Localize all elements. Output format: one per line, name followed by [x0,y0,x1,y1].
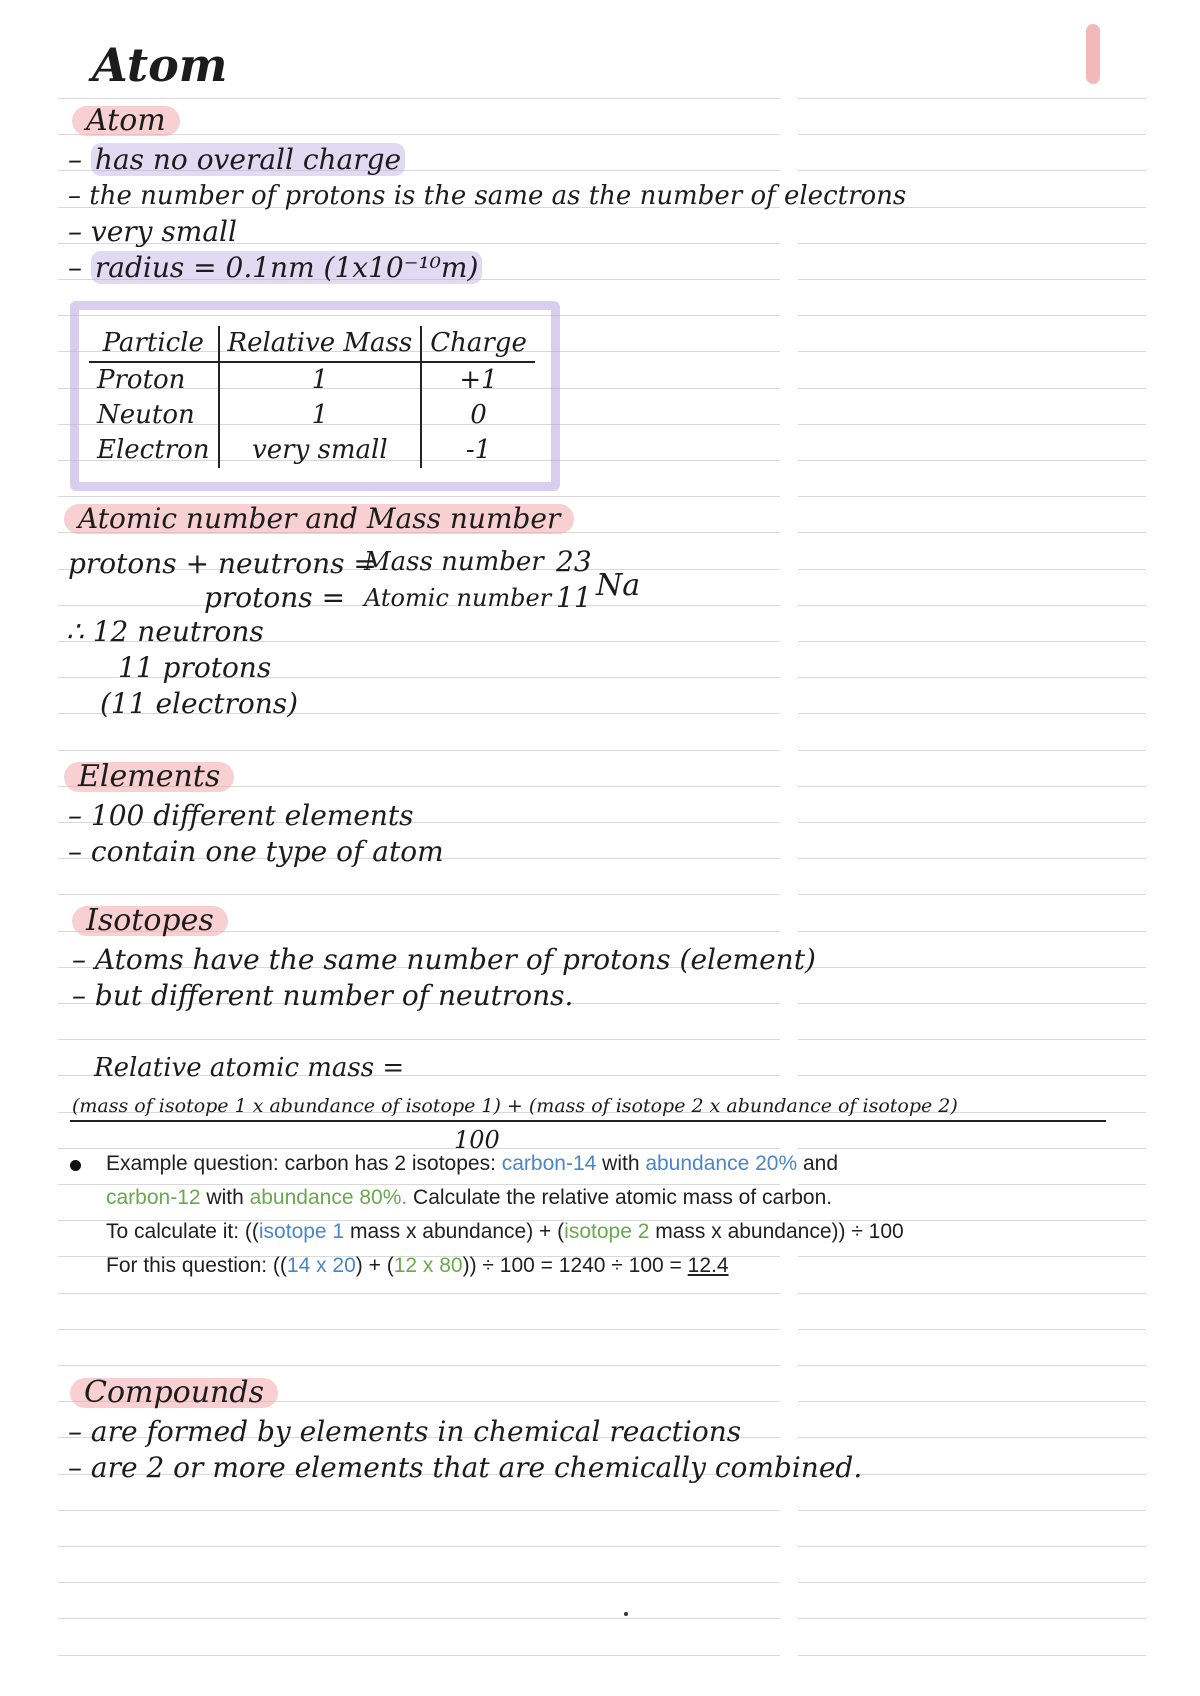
elements-bullet-2-text: contain one type of atom [90,835,444,868]
example-text: Example question: carbon has 2 isotopes: [106,1152,502,1175]
ruled-line [58,1655,780,1656]
ruled-line [798,641,1146,642]
ruled-line [798,967,1146,968]
relative-atomic-mass-label: Relative atomic mass = [94,1053,405,1083]
ruled-line [58,496,780,497]
element-symbol: Na [596,568,641,603]
ruled-line [798,1618,1146,1619]
page-title: Atom [92,38,228,92]
ruled-line [798,1256,1146,1257]
particle-table [89,326,535,468]
example-text: mass x abundance)) ÷ 100 [649,1220,904,1243]
elements-bullet-1-text: 100 different elements [90,799,414,832]
example-line-1 [106,1152,838,1176]
example-text: with [200,1186,250,1209]
ruled-line [798,1655,1146,1656]
ruled-line [798,1148,1146,1149]
ruled-line [798,1293,1146,1294]
atom-heading: Atom [72,106,180,136]
atom-bullet-2: – the number of protons is the same as the number of electrons [68,181,907,211]
atomic-number-value: 11 [556,581,592,614]
ruled-line [798,388,1146,389]
ruled-line [798,424,1146,425]
atom-bullet-4: – radius = 0.1nm (1x10⁻¹⁰m) [68,252,482,284]
table-cell: +1 [421,362,535,398]
ruled-line [798,1582,1146,1583]
ruled-line [798,134,1146,135]
example-text: mass x abundance) + ( [344,1220,565,1243]
atom-bullet-3: – very small [68,215,237,248]
mass-number-value: 23 [556,545,592,578]
ruled-line [58,1148,780,1149]
atom-bullet-2-text: the number of protons is the same as the number of electrons [89,181,907,211]
ruled-line [798,351,1146,352]
elements-heading: Elements [64,762,234,792]
compounds-bullet-1: – are formed by elements in chemical reactions [68,1415,742,1448]
ruled-line [798,1546,1146,1547]
example-text: abundance 20% [645,1152,798,1175]
ruled-line [798,677,1146,678]
ruled-line [58,1365,780,1366]
ruled-lines-right [798,0,1146,1696]
ruled-line [798,1437,1146,1438]
isotopes-bullet-2-text: but different number of neutrons. [94,979,574,1012]
ruled-line [798,894,1146,895]
page-flag-marker [1086,24,1100,84]
atom-bullet-1: – has no overall charge [68,144,405,176]
ruled-line [58,750,780,751]
table-header-cell: Particle [89,326,219,362]
isotopes-heading: Isotopes [72,906,228,936]
ruled-line [58,1293,780,1294]
result-electrons: (11 electrons) [100,687,299,720]
stray-dot [624,1612,628,1616]
ruled-line [58,1582,780,1583]
ruled-line [58,894,780,895]
example-line-2 [106,1186,832,1210]
formula-denominator: 100 [454,1126,500,1154]
ruled-line [798,786,1146,787]
example-text: ) + ( [355,1254,394,1277]
table-cell: very small [219,433,422,468]
example-text: isotope 2 [564,1220,650,1243]
protons-left: protons = [204,581,346,614]
example-bullet [70,1160,81,1171]
isotopes-bullet-2: – but different number of neutrons. [72,979,574,1012]
ruled-line [798,605,1146,606]
table-header-cell: Charge [421,326,535,362]
table-cell: 0 [421,398,535,433]
ruled-line [798,315,1146,316]
ruled-line [798,1510,1146,1511]
protons-neutrons-left: protons + neutrons = [68,547,377,580]
example-text: For this question: (( [106,1254,287,1277]
atom-bullet-4-text: radius = 0.1nm (1x10⁻¹⁰m) [91,251,483,284]
ruled-line [798,243,1146,244]
table-cell: -1 [421,433,535,468]
ruled-line [58,1039,780,1040]
atom-bullet-3-text: very small [90,215,237,248]
result-protons: 11 protons [118,651,272,684]
result-neutrons: ∴ 12 neutrons [66,615,264,648]
table-row [89,362,535,398]
example-text: with [596,1152,646,1175]
example-text: carbon-12 [106,1186,201,1209]
atomic-number-heading: Atomic number and Mass number [64,504,574,534]
ruled-line [798,1039,1146,1040]
table-cell: 1 [219,362,422,398]
elements-bullet-2: – contain one type of atom [68,835,444,868]
ruled-line [58,1510,780,1511]
atomic-number-label: Atomic number [364,584,552,612]
table-cell: Neuton [97,400,195,430]
example-text: )) ÷ 100 = 1240 ÷ 100 = [462,1254,688,1277]
table-header-row [89,326,535,362]
formula-numerator: (mass of isotope 1 x abundance of isotope 1) + (mass of isotope 2 x abundance of isotope 2) [72,1095,958,1117]
elements-bullet-1: – 100 different elements [68,799,414,832]
ruled-line [798,858,1146,859]
compounds-bullet-2-text: are 2 or more elements that are chemically combined. [90,1451,863,1484]
ruled-line [798,1401,1146,1402]
ruled-line [798,569,1146,570]
isotopes-bullet-1-text: Atoms have the same number of protons (element) [94,943,816,976]
table-cell: 1 [219,398,422,433]
ruled-line [798,750,1146,751]
ruled-line [58,1184,780,1185]
ruled-line [798,1003,1146,1004]
example-text: isotope 1 [258,1220,345,1243]
ruled-line [798,1184,1146,1185]
ruled-line [798,98,1146,99]
ruled-line [798,532,1146,533]
table-header-cell: Relative Mass [219,326,422,362]
table-cell: Proton [97,365,186,395]
example-line-4 [106,1254,729,1278]
ruled-line [58,1329,780,1330]
compounds-bullet-2: – are 2 or more elements that are chemically combined. [68,1451,863,1484]
ruled-line [798,460,1146,461]
example-text: abundance 80%. [249,1186,408,1209]
table-row [89,398,535,433]
atom-bullet-1-text: has no overall charge [91,143,405,176]
example-text: 12 x 80 [393,1254,463,1277]
ruled-line [58,1618,780,1619]
example-text: To calculate it: (( [106,1220,259,1243]
table-row [89,433,535,468]
ruled-line [798,170,1146,171]
example-text: Calculate the relative atomic mass of carbon. [407,1186,833,1209]
ruled-line [798,931,1146,932]
mass-number-label: Mass number [364,547,544,577]
ruled-line [58,98,780,99]
compounds-bullet-1-text: are formed by elements in chemical reactions [90,1415,742,1448]
example-text: carbon-14 [501,1152,597,1175]
compounds-heading: Compounds [70,1378,278,1408]
ruled-line [798,1329,1146,1330]
example-text: 14 x 20 [286,1254,356,1277]
table-cell: Electron [97,435,210,465]
example-answer: 12.4 [687,1254,729,1277]
example-text: and [797,1152,839,1175]
ruled-line [58,1546,780,1547]
example-line-3 [106,1220,904,1244]
ruled-line [798,1365,1146,1366]
ruled-line [798,1075,1146,1076]
ruled-line [798,822,1146,823]
particle-table-box [70,301,560,491]
fraction-bar [70,1120,1106,1122]
ruled-line [798,496,1146,497]
isotopes-bullet-1: – Atoms have the same number of protons (element) [72,943,816,976]
ruled-line [798,279,1146,280]
ruled-line [798,713,1146,714]
